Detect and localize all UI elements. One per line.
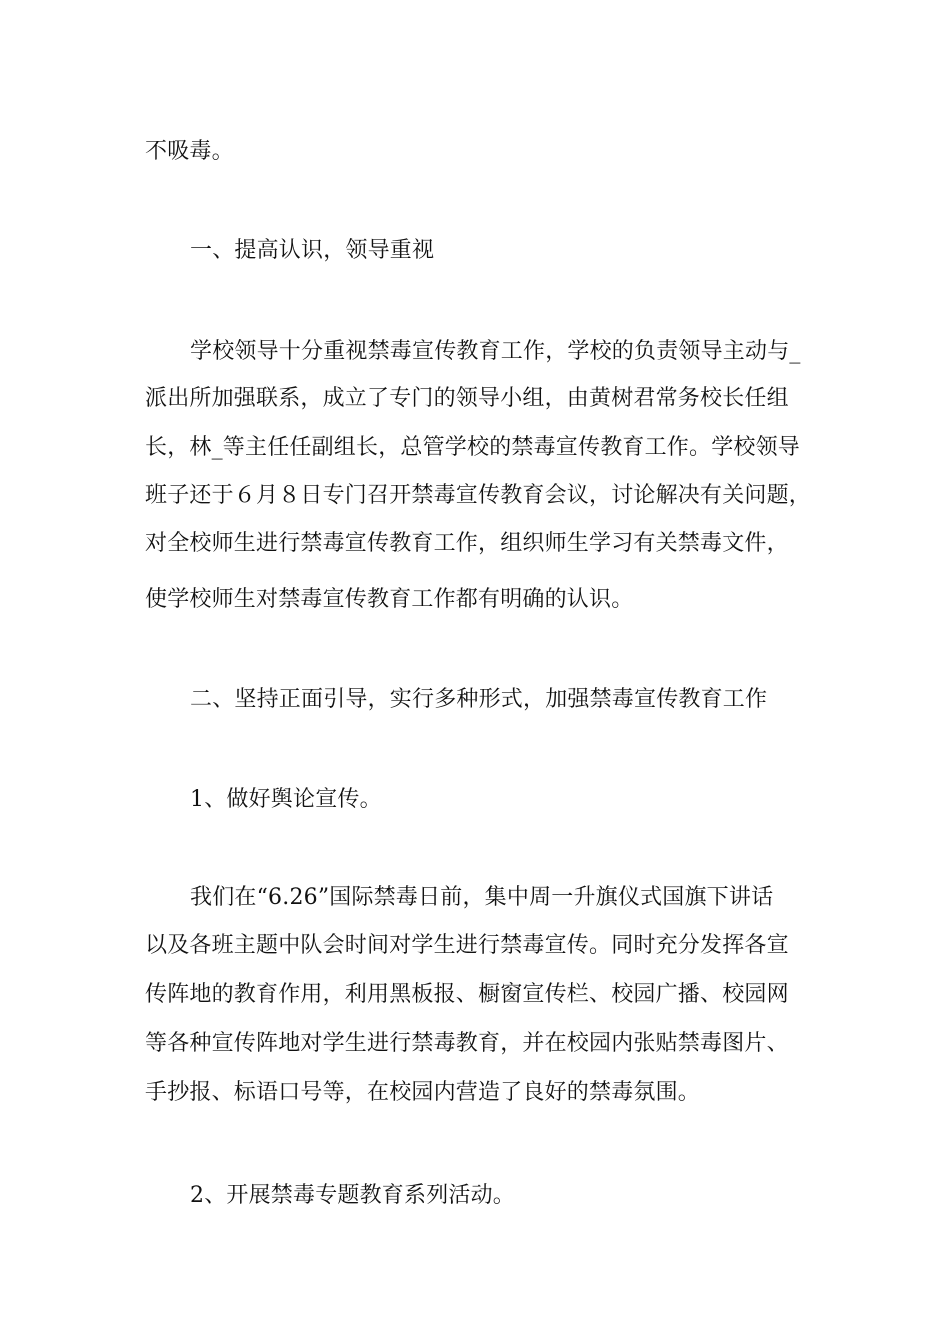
paragraph-line: 对全校师生进行禁毒宣传教育工作，组织师生学习有关禁毒文件，	[145, 531, 789, 556]
paragraph-line: 派出所加强联系，成立了专门的领导小组，由黄树君常务校长任组	[145, 386, 789, 411]
paragraph-line: 使学校师生对禁毒宣传教育工作都有明确的认识。	[145, 587, 634, 612]
paragraph-line-ending: 不吸毒。	[145, 139, 234, 164]
paragraph-line: 以及各班主题中队会时间对学生进行禁毒宣传。同时充分发挥各宣	[145, 933, 789, 958]
section-heading-1: 一、提高认识，领导重视	[190, 238, 435, 263]
paragraph-line: 等各种宣传阵地对学生进行禁毒教育，并在校园内张贴禁毒图片、	[145, 1031, 789, 1056]
paragraph-line: 学校领导十分重视禁毒宣传教育工作，学校的负责领导主动与_	[190, 339, 801, 364]
paragraph-line: 传阵地的教育作用，利用黑板报、橱窗宣传栏、校园广播、校园网	[145, 982, 789, 1007]
paragraph-line: 长，林_等主任任副组长，总管学校的禁毒宣传教育工作。学校领导	[145, 435, 801, 460]
paragraph-line: 手抄报、标语口号等，在校园内营造了良好的禁毒氛围。	[145, 1080, 701, 1105]
section-heading-2: 二、坚持正面引导，实行多种形式，加强禁毒宣传教育工作	[190, 687, 768, 712]
subsection-heading-2: 2、开展禁毒专题教育系列活动。	[190, 1183, 515, 1208]
subsection-heading-1: 1、做好舆论宣传。	[190, 787, 382, 812]
paragraph-line: 班子还于６月８日专门召开禁毒宣传教育会议，讨论解决有关问题，	[145, 483, 812, 508]
paragraph-line: 我们在“6.26”国际禁毒日前，集中周一升旗仪式国旗下讲话	[190, 885, 774, 910]
